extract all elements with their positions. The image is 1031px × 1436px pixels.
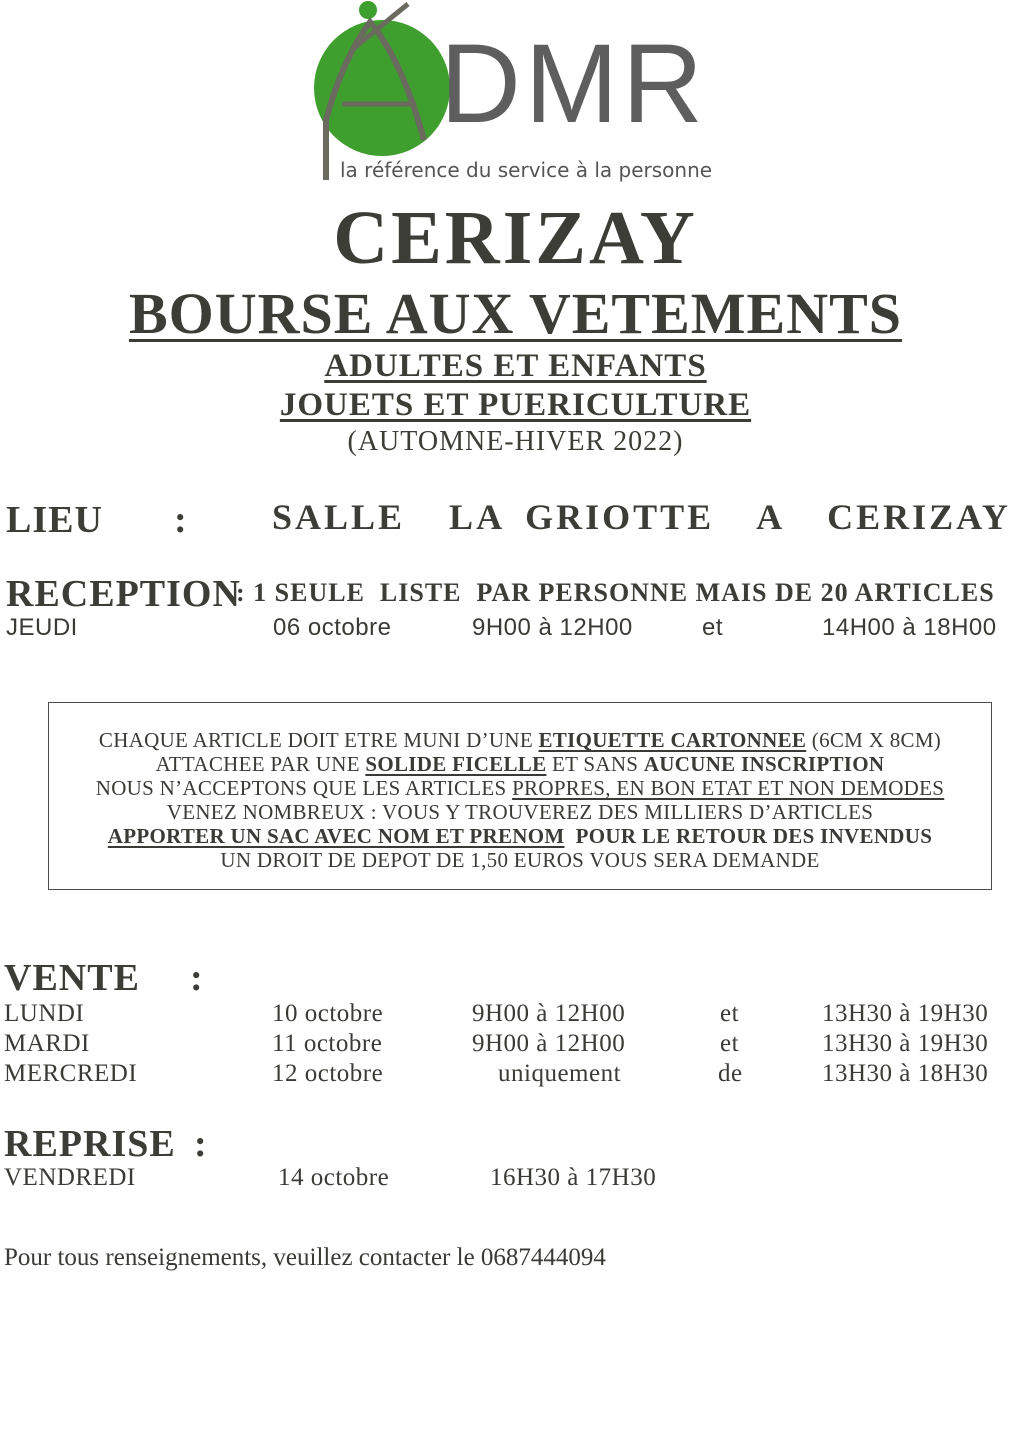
reception-morning: 9H00 à 12H00 <box>472 614 633 641</box>
vente-colon: : <box>190 957 204 999</box>
reprise-colon: : <box>194 1123 208 1165</box>
vente-row-2-morning: 9H00 à 12H00 <box>472 1030 626 1057</box>
contact-line: Pour tous renseignements, veuillez contacter le 0687444094 <box>4 1244 606 1271</box>
reception-note: : 1 SEULE LISTE PAR PERSONNE MAIS DE 20 ARTICLES <box>236 578 995 607</box>
logo-wordmark: DMR <box>440 21 708 146</box>
vente-label: VENTE <box>4 957 140 999</box>
notice-line-5-a: APPORTER UN SAC AVEC NOM ET PRENOM <box>107 824 565 848</box>
reprise-day: VENDREDI <box>4 1164 136 1191</box>
lieu-value: SALLE LA GRIOTTE A CERIZAY <box>272 497 1011 537</box>
vente-row-2-day: MARDI <box>4 1030 90 1057</box>
subtitle-adults-text: ADULTES ET ENFANTS <box>324 348 707 384</box>
vente-row-2-date: 11 octobre <box>272 1030 383 1057</box>
reprise-date: 14 octobre <box>278 1164 390 1191</box>
vente-row-1-day: LUNDI <box>4 1000 85 1027</box>
reception-day: JEUDI <box>6 614 78 641</box>
notice-line-1-b: ETIQUETTE CARTONNEE <box>538 728 807 752</box>
reception-label: RECEPTION <box>6 573 241 615</box>
vente-row-1-afternoon: 13H30 à 19H30 <box>822 1000 989 1027</box>
subtitle-toys-text: JOUETS ET PUERICULTURE <box>279 387 752 423</box>
reception-date: 06 octobre <box>273 614 392 641</box>
notice-line-5 <box>48 824 992 849</box>
notice-line-2-c: ET SANS <box>546 752 644 776</box>
lieu-label: LIEU <box>6 499 103 541</box>
logo-head-dot <box>359 1 377 19</box>
subtitle-toys <box>0 387 1031 424</box>
vente-row-3-date: 12 octobre <box>272 1060 384 1087</box>
reprise-time: 16H30 à 17H30 <box>490 1164 657 1191</box>
event-title-text: BOURSE AUX VETEMENTS <box>128 281 903 346</box>
notice-line-1-c: (6CM X 8CM) <box>806 728 942 752</box>
vente-row-2-afternoon: 13H30 à 19H30 <box>822 1030 989 1057</box>
vente-row-1-morning: 9H00 à 12H00 <box>472 1000 626 1027</box>
notice-line-5-b: POUR LE RETOUR DES INVENDUS <box>564 824 933 848</box>
notice-line-2 <box>48 752 992 777</box>
vente-row-1-conj: et <box>720 1000 740 1027</box>
notice-line-1-a: CHAQUE ARTICLE DOIT ETRE MUNI D’UNE <box>98 728 539 752</box>
logo-tagline: la référence du service à la personne <box>340 158 713 182</box>
notice-line-2-a: ATTACHEE PAR UNE <box>155 752 366 776</box>
season-label: (AUTOMNE-HIVER 2022) <box>347 426 684 457</box>
reception-afternoon: 14H00 à 18H00 <box>822 614 997 641</box>
vente-row-2-conj: et <box>720 1030 740 1057</box>
notice-line-4: VENEZ NOMBREUX : VOUS Y TROUVEREZ DES MILLIERS D’ARTICLES <box>166 800 874 824</box>
city-title: CERIZAY <box>333 196 698 280</box>
vente-row-1-date: 10 octobre <box>272 1000 384 1027</box>
notice-line-1 <box>48 728 992 753</box>
reception-conj: et <box>702 614 724 641</box>
vente-row-3-afternoon: 13H30 à 18H30 <box>822 1060 989 1087</box>
lieu-colon: : <box>174 499 188 541</box>
notice-line-3 <box>48 776 992 801</box>
notice-line-2-d: AUCUNE INSCRIPTION <box>643 752 885 776</box>
notice-line-2-b: SOLIDE FICELLE <box>365 752 547 776</box>
subtitle-adults <box>0 348 1031 385</box>
notice-line-3-b: PROPRES, EN BON ETAT ET NON DEMODES <box>512 776 945 800</box>
notice-line-6: UN DROIT DE DEPOT DE 1,50 EUROS VOUS SERA DEMANDE <box>220 848 820 872</box>
event-title <box>0 280 1031 347</box>
vente-row-3-morning: uniquement <box>498 1060 622 1087</box>
notice-line-3-a: NOUS N’ACCEPTONS QUE LES ARTICLES <box>95 776 513 800</box>
reprise-label: REPRISE <box>4 1123 176 1165</box>
vente-row-3-day: MERCREDI <box>4 1060 138 1087</box>
vente-row-3-conj: de <box>718 1060 743 1087</box>
